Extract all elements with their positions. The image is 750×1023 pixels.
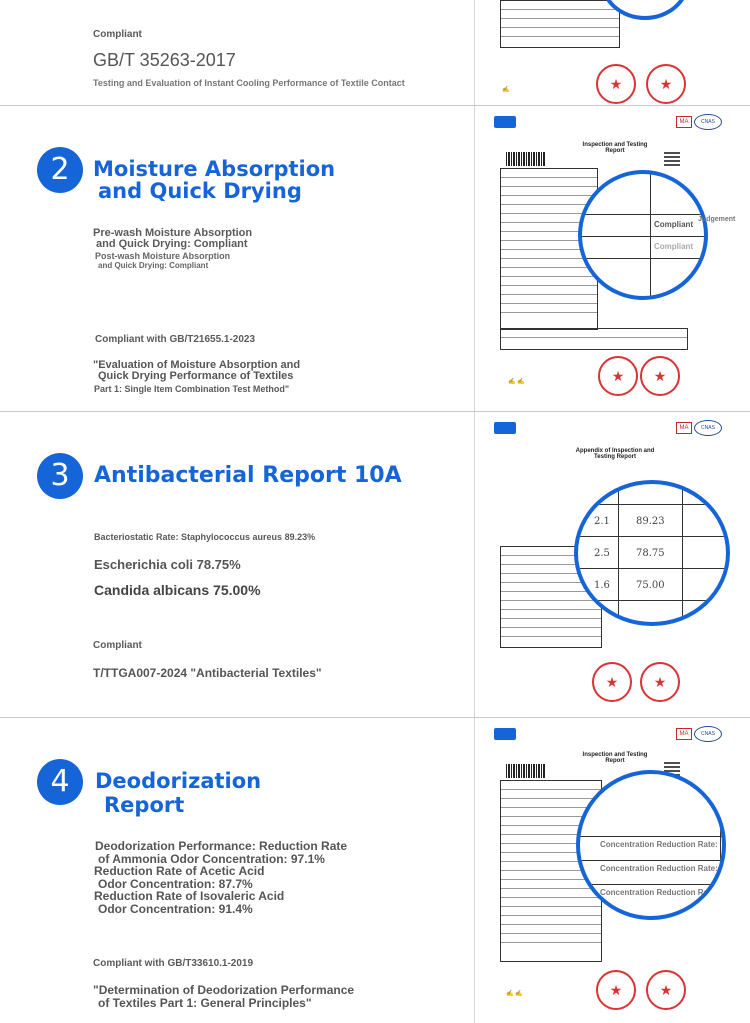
report-title: Inspection and Testing Report: [582, 142, 648, 154]
section-divider: [0, 717, 750, 718]
section-number-badge: 3: [37, 453, 83, 499]
red-seal-icon: [640, 662, 680, 702]
red-seal-icon: [596, 64, 636, 104]
section-number-badge: 4: [37, 759, 83, 805]
sec4-ammonia-line2: of Ammonia Odor Concentration: 97.1%: [98, 852, 325, 866]
report-title: Appendix of Inspection and Testing Report: [575, 448, 655, 460]
sec3-standard: T/TTGA007-2024 "Antibacterial Textiles": [93, 666, 322, 680]
gttc-logo-icon: [494, 728, 516, 740]
sec2-standard-name-line2: Quick Drying Performance of Textiles: [98, 370, 294, 382]
report-table: [500, 0, 620, 48]
sec2-standard-name-line3: Part 1: Single Item Combination Test Method": [94, 384, 290, 394]
signature-icon: ✍ ✍: [506, 991, 523, 997]
mag-value-2: Compliant: [654, 242, 694, 251]
sec2-standard-name-line1: "Evaluation of Moisture Absorption and: [93, 359, 301, 371]
sec2-postwash-line1: Post-wash Moisture Absorption: [95, 251, 231, 261]
sec4-ammonia-line1: Deodorization Performance: Reduction Rate: [95, 839, 348, 853]
sec2-prewash-line1: Pre-wash Moisture Absorption: [93, 227, 253, 239]
red-seal-icon: [640, 356, 680, 396]
cma-mark-icon: MA: [676, 728, 692, 740]
sec3-candida-rate: Candida albicans 75.00%: [94, 582, 261, 598]
red-seal-icon: [646, 970, 686, 1010]
qr-code-icon: [664, 150, 680, 166]
report-footer-table: [500, 328, 688, 350]
barcode-icon: [506, 764, 546, 778]
sec4-isovaleric-line1: Reduction Rate of Isovaleric Acid: [94, 889, 285, 903]
red-seal-icon: [592, 662, 632, 702]
red-seal-icon: [598, 356, 638, 396]
cnas-mark-icon: CNAS: [694, 726, 722, 742]
sec1-report-image: [480, 0, 742, 104]
sec4-standard-name-line1: "Determination of Deodorization Performance: [93, 983, 355, 997]
sec3-title: Antibacterial Report 10A: [94, 463, 402, 488]
cnas-mark-icon: CNAS: [694, 420, 722, 436]
red-seal-icon: [596, 970, 636, 1010]
mag-row-2: Concentration Reduction Rate:: [600, 864, 718, 873]
section-number-badge: 2: [37, 147, 83, 193]
sec3-ecoli-rate: Escherichia coli 78.75%: [94, 557, 241, 572]
signature-icon: ✍: [502, 87, 510, 93]
sec2-title-line2: and Quick Drying: [98, 179, 302, 203]
sec4-standard: Compliant with GB/T33610.1-2019: [93, 958, 254, 969]
mag-row-3: Concentration Reduction Rate:: [600, 888, 718, 897]
sec4-report-image: [480, 722, 742, 1023]
sec4-title-line2: Report: [104, 793, 185, 817]
cnas-mark-icon: CNAS: [694, 114, 722, 130]
cma-mark-icon: MA: [676, 422, 692, 434]
sec4-title-line1: Deodorization: [95, 769, 262, 793]
magnifier-circle: [574, 480, 730, 626]
mag-cell-a2: 2.5: [594, 548, 610, 559]
cma-mark-icon: MA: [676, 116, 692, 128]
mag-cell-b2: 78.75: [636, 548, 665, 559]
mag-cell-b1: 89.23: [636, 516, 665, 527]
sec3-compliant-label: Compliant: [93, 640, 142, 651]
magnifier-circle: [576, 770, 726, 920]
sec3-staph-rate: Bacteriostatic Rate: Staphylococcus aureus 89.23%: [94, 532, 316, 542]
sec4-standard-name-line2: of Textiles Part 1: General Principles": [98, 996, 312, 1010]
sec2-title-line1: Moisture Absorption: [93, 157, 336, 181]
red-seal-icon: [646, 64, 686, 104]
sec2-prewash-line2: and Quick Drying: Compliant: [96, 238, 248, 250]
barcode-icon: [506, 152, 546, 166]
sec2-postwash-line2: and Quick Drying: Compliant: [98, 261, 209, 270]
sec1-compliant-label: Compliant: [93, 29, 142, 40]
mag-cell-a3: 1.6: [594, 580, 610, 591]
magnifier-circle: [578, 170, 708, 300]
gttc-logo-icon: [494, 116, 516, 128]
sec4-isovaleric-line2: Odor Concentration: 91.4%: [98, 902, 253, 916]
mag-header-judgement: Judgement: [698, 216, 736, 223]
sec1-standard-code: GB/T 35263-2017: [93, 50, 236, 70]
gttc-logo-icon: [494, 422, 516, 434]
signature-icon: ✍ ✍: [508, 379, 525, 385]
sec2-standard: Compliant with GB/T21655.1-2023: [95, 334, 256, 345]
mag-value-1: Compliant: [654, 220, 694, 229]
report-title: Inspection and Testing Report: [582, 752, 648, 764]
section-divider: [0, 411, 750, 412]
sec4-acetic-line1: Reduction Rate of Acetic Acid: [94, 864, 265, 878]
mag-cell-a1: 2.1: [594, 516, 610, 527]
column-separator: [474, 0, 475, 1023]
sec2-report-image: [480, 110, 742, 410]
mag-cell-b3: 75.00: [636, 580, 665, 591]
sec4-acetic-line2: Odor Concentration: 87.7%: [98, 877, 253, 891]
section-divider: [0, 105, 750, 106]
mag-row-1: Concentration Reduction Rate:: [600, 840, 718, 849]
sec3-report-image: [480, 416, 742, 716]
sec1-standard-description: Testing and Evaluation of Instant Cooling Performance of Textile Contact: [93, 78, 405, 88]
